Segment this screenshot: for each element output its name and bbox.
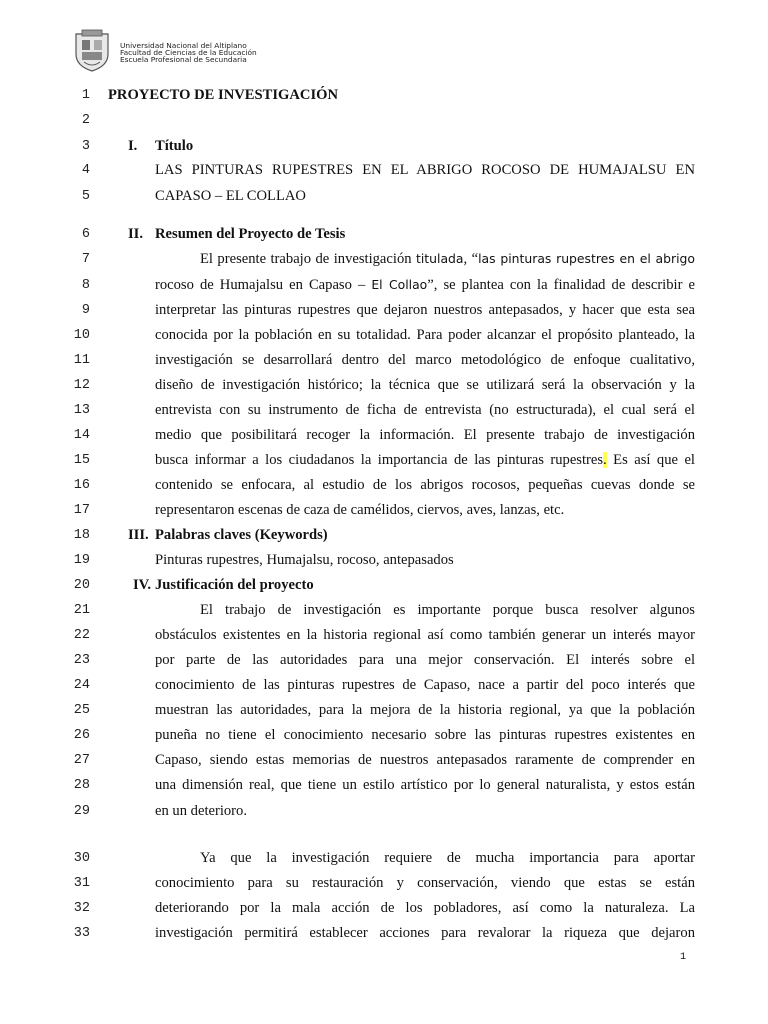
paragraph-line: conocimiento para su restauración y conservación, viendo que estas se están (155, 875, 695, 891)
text-run: titulada (416, 251, 464, 266)
paragraph-line: El trabajo de investigación es importante porque busca resolver algunos (200, 602, 695, 618)
line-number: 32 (73, 901, 90, 916)
institution-line: Facultad de Ciencias de la Educación (120, 48, 257, 58)
line-number: 22 (73, 628, 90, 643)
line-number: 3 (81, 139, 90, 154)
section-number: I. (128, 138, 138, 154)
line-number: 7 (81, 252, 90, 267)
paragraph-line: deteriorando por la mala acción de los pobladores, así como la naturaleza. La (155, 900, 695, 916)
line-number: 30 (73, 851, 90, 866)
paragraph-line: puneña no tiene el conocimiento necesario sobre las pinturas rupestres existentes en (155, 727, 695, 743)
section-number: IV. (133, 577, 151, 593)
section-heading: Título (155, 138, 194, 154)
highlighted-text: . (603, 452, 607, 468)
institution-line: Universidad Nacional del Altiplano (120, 41, 247, 50)
line-number: 6 (81, 227, 90, 242)
paragraph-line: diseño de investigación histórico; la técnica que se utilizará será la observación y la (155, 377, 695, 393)
line-number: 20 (73, 578, 90, 593)
line-number: 4 (81, 163, 90, 178)
paragraph-line: conocimiento de las pinturas rupestres de Capaso, nace a partir del poco interés que (155, 677, 695, 693)
paragraph-line: por parte de las autoridades para una mejor conservación. El interés sobre el (155, 652, 695, 668)
line-number: 15 (73, 453, 90, 468)
line-number: 19 (73, 553, 90, 568)
text-run: El Collao (371, 277, 428, 292)
paragraph-line: una dimensión real, que tiene un estilo artístico por lo general naturalista, y estos están (155, 777, 695, 793)
text-run: las pinturas rupestres en el abrigo (478, 251, 695, 266)
line-number: 27 (73, 753, 90, 768)
page-number: 1 (680, 952, 687, 963)
paragraph-line: conocida por la población en su totalidad. Para poder alcanzar el propósito planteado, la (155, 327, 695, 343)
text-run: Es así que el (606, 452, 695, 468)
section-number: III. (128, 527, 149, 543)
paragraph-line (155, 276, 695, 294)
paragraph-line: obstáculos existentes en la historia regional así como también generar un interés mayor (155, 627, 695, 643)
keywords-line: Pinturas rupestres, Humajalsu, rocoso, antepasados (155, 552, 454, 568)
document-header (72, 28, 372, 74)
line-number: 14 (73, 428, 90, 443)
line-number: 25 (73, 703, 90, 718)
text-run: , “ (463, 251, 479, 267)
line-number: 1 (81, 88, 90, 103)
title-line: LAS PINTURAS RUPESTRES EN EL ABRIGO ROCOSO DE HUMAJALSU EN (155, 162, 695, 178)
line-number: 33 (73, 926, 90, 941)
section-heading: Resumen del Proyecto de Tesis (155, 226, 346, 242)
paragraph-line: Capaso, siendo estas memorias de nuestros antepasados raramente de comprender en (155, 752, 695, 768)
line-number: 13 (73, 403, 90, 418)
paragraph-line: investigación permitirá establecer acciones para revalorar la riqueza que dejaron (155, 925, 695, 941)
line-number: 23 (73, 653, 90, 668)
paragraph-line: Ya que la investigación requiere de mucha importancia para aportar (200, 850, 695, 866)
paragraph-line: contenido se enfocara, al estudio de los abrigos rocosos, pequeñas cuevas donde se (155, 477, 695, 493)
line-number: 10 (73, 328, 90, 343)
line-number: 21 (73, 603, 90, 618)
institution-line: Escuela Profesional de Secundaria (120, 55, 247, 65)
line-number: 9 (81, 303, 90, 318)
university-seal-icon (72, 28, 112, 72)
text-run: rocoso de Humajalsu en Capaso – (155, 277, 372, 293)
text-run: El presente trabajo de investigación (200, 251, 416, 267)
paragraph-line: medio que posibilitará recoger la información. El presente trabajo de investigación (155, 427, 695, 443)
document-title: PROYECTO DE INVESTIGACIÓN (108, 87, 339, 103)
line-number: 12 (73, 378, 90, 393)
line-number: 11 (73, 353, 90, 368)
line-number: 16 (73, 478, 90, 493)
paragraph-line: investigación se desarrollará dentro del marco metodológico de enfoque cualitativo, (155, 352, 695, 368)
title-line: CAPASO – EL COLLAO (155, 188, 306, 204)
text-run: ”, se plantea con la finalidad de describir e (427, 277, 695, 293)
paragraph-line: en un deterioro. (155, 803, 247, 819)
paragraph-line: interpretar las pinturas rupestres que dejaron nuestros antepasados, y hacer que esta sea (155, 302, 695, 318)
line-number: 5 (81, 189, 90, 204)
line-number: 17 (73, 503, 90, 518)
paragraph-line: representaron escenas de caza de camélidos, ciervos, aves, lanzas, etc. (155, 502, 565, 518)
line-number: 26 (73, 728, 90, 743)
section-heading: Justificación del proyecto (155, 577, 314, 593)
section-heading: Palabras claves (Keywords) (155, 527, 328, 543)
line-number: 29 (73, 804, 90, 819)
paragraph-line (155, 451, 695, 469)
line-number: 8 (81, 278, 90, 293)
text-run: busca informar a los ciudadanos la importancia de las pinturas rupestres (155, 452, 604, 468)
line-number: 28 (73, 778, 90, 793)
paragraph-line: muestran las autoridades, para la mejora de la historia regional, ya que la población (155, 702, 695, 718)
paragraph-line: entrevista con su instrumento de ficha de entrevista (no estructurada), el cual será el (155, 402, 695, 418)
section-number: II. (128, 226, 144, 242)
line-number: 2 (81, 113, 90, 128)
line-number: 18 (73, 528, 90, 543)
line-number: 24 (73, 678, 90, 693)
institution-name (120, 42, 257, 64)
paragraph-line (200, 250, 695, 268)
line-number: 31 (73, 876, 90, 891)
